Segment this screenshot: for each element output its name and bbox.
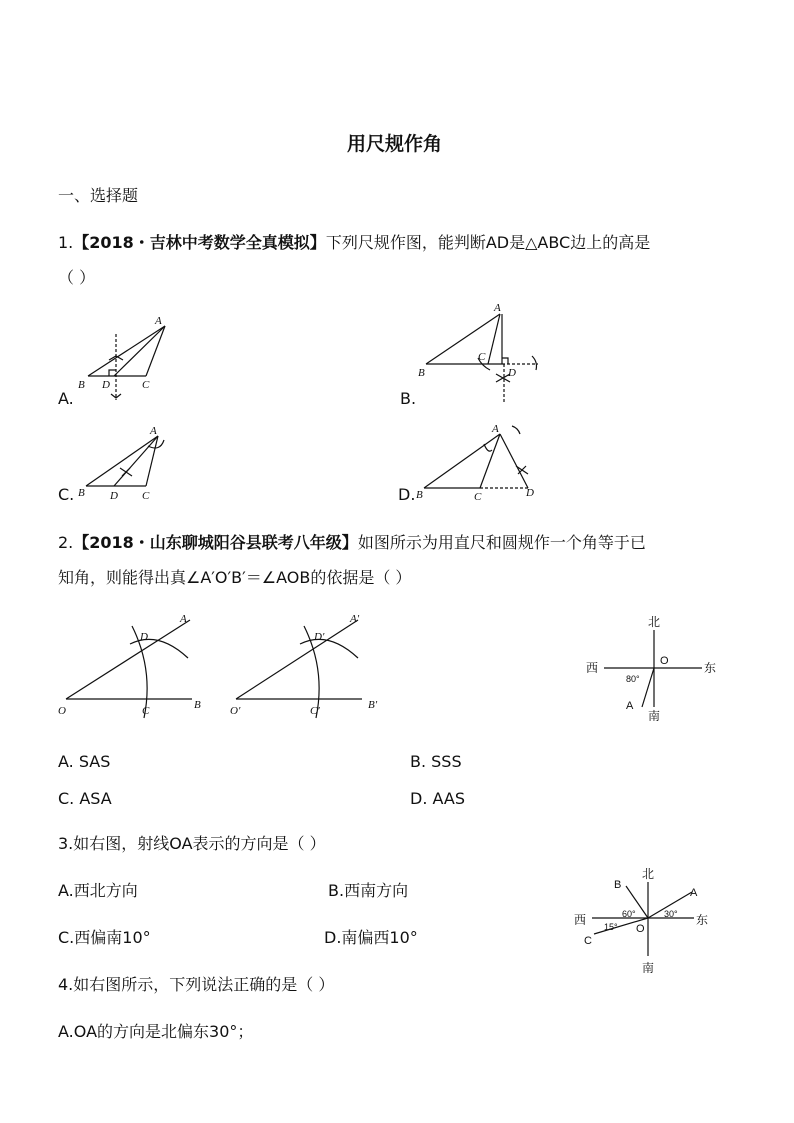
q1c-label-d: D — [110, 490, 118, 502]
q2-label-o-prime: O′ — [230, 705, 241, 717]
compass1-north: 北 — [648, 615, 661, 629]
q1-option-d-label: D. — [398, 485, 416, 504]
compass1-angle: 80° — [626, 674, 640, 684]
compass2-angle-30: 30° — [664, 909, 678, 919]
q1b-label-a: A — [494, 302, 501, 314]
compass1-point-a: A — [626, 700, 634, 712]
q1-option-c-label: C. — [58, 485, 75, 504]
compass2-point-b: B — [614, 879, 622, 891]
compass2-origin: O — [636, 923, 645, 935]
compass2-point-c: C — [584, 935, 592, 947]
q1-figure-c — [72, 422, 182, 507]
q1d-label-b: B — [416, 489, 423, 501]
q2-label-c-prime: C′ — [310, 705, 320, 717]
q1d-label-a: A — [492, 423, 499, 435]
q3-option-c: C.西偏南10° — [58, 928, 151, 947]
q1a-label-c: C — [142, 379, 150, 391]
q1-answer-paren: （ ） — [58, 268, 96, 287]
q3-option-a: A.西北方向 — [58, 881, 138, 900]
compass2-south: 南 — [642, 961, 655, 975]
q2-option-a: A. SAS — [58, 752, 111, 771]
q2-source: 【2018・山东聊城阳谷县联考八年级】 — [73, 533, 358, 552]
q1-option-a-label: A. — [58, 389, 74, 408]
q2-option-b: B. SSS — [410, 752, 462, 771]
q2-number: 2. — [58, 533, 74, 552]
q1-number: 1. — [58, 233, 74, 252]
q2-option-d: D. AAS — [410, 789, 465, 808]
question-2-stem-line1 — [58, 533, 646, 553]
question-4-stem: 4.如右图所示，下列说法正确的是（ ） — [58, 975, 335, 994]
q1c-label-c: C — [142, 490, 150, 502]
compass-figure-1 — [580, 612, 720, 727]
q1-figure-a — [70, 312, 180, 407]
q1c-label-b: B — [78, 487, 85, 499]
q2-label-c: C — [142, 705, 150, 717]
q2-label-b-prime: B′ — [368, 699, 378, 711]
q1b-label-b: B — [418, 367, 425, 379]
q1b-label-c: C — [478, 351, 486, 363]
q1-text: 下列尺规作图，能判断AD是△ABC边上的高是 — [325, 233, 651, 252]
compass1-east: 东 — [704, 661, 717, 675]
compass1-origin: O — [660, 655, 669, 667]
q1a-label-a: A — [155, 315, 162, 327]
q2-label-d: D — [140, 631, 148, 643]
q2-label-a: A — [180, 613, 187, 625]
compass2-angle-60: 60° — [622, 909, 636, 919]
compass2-point-a: A — [690, 887, 698, 899]
q2-angle-figure — [52, 600, 402, 725]
q2-label-o: O — [58, 705, 66, 717]
q1d-label-c: C — [474, 491, 482, 503]
q1-option-b-label: B. — [400, 389, 417, 408]
q1b-label-d: D — [508, 367, 516, 379]
question-2-stem-line2: 知角，则能得出真∠A′O′B′＝∠AOB的依据是（ ） — [58, 568, 412, 587]
q2-option-c: C. ASA — [58, 789, 112, 808]
q1a-label-b: B — [78, 379, 85, 391]
compass2-west: 西 — [574, 913, 587, 927]
page-title: 用尺规作角 — [347, 133, 443, 155]
q3-option-b: B.西南方向 — [328, 881, 409, 900]
compass1-south: 南 — [648, 709, 661, 723]
compass1-west: 西 — [586, 661, 599, 675]
q4-option-a: A.OA的方向是北偏东30°； — [58, 1022, 254, 1041]
compass2-east: 东 — [696, 913, 709, 927]
q2-label-b: B — [194, 699, 201, 711]
q1d-label-d: D — [526, 487, 534, 499]
q1-figure-b — [412, 298, 552, 408]
compass2-angle-15: 15° — [604, 922, 618, 932]
q1-source: 【2018・吉林中考数学全真模拟】 — [73, 233, 326, 252]
q1c-label-a: A — [150, 425, 157, 437]
compass2-north: 北 — [642, 867, 655, 881]
section-heading: 一、选择题 — [58, 186, 139, 205]
question-3-stem: 3.如右图，射线OA表示的方向是（ ） — [58, 834, 326, 853]
q2-text-1: 如图所示为用直尺和圆规作一个角等于已 — [357, 533, 646, 552]
q2-label-d-prime: D′ — [314, 631, 325, 643]
question-1-stem — [58, 233, 650, 253]
q1-figure-d — [412, 418, 552, 508]
q3-option-d: D.南偏西10° — [324, 928, 418, 947]
q2-label-a-prime: A′ — [350, 613, 360, 625]
q1a-label-d: D — [102, 379, 110, 391]
compass-figure-2 — [570, 862, 720, 980]
